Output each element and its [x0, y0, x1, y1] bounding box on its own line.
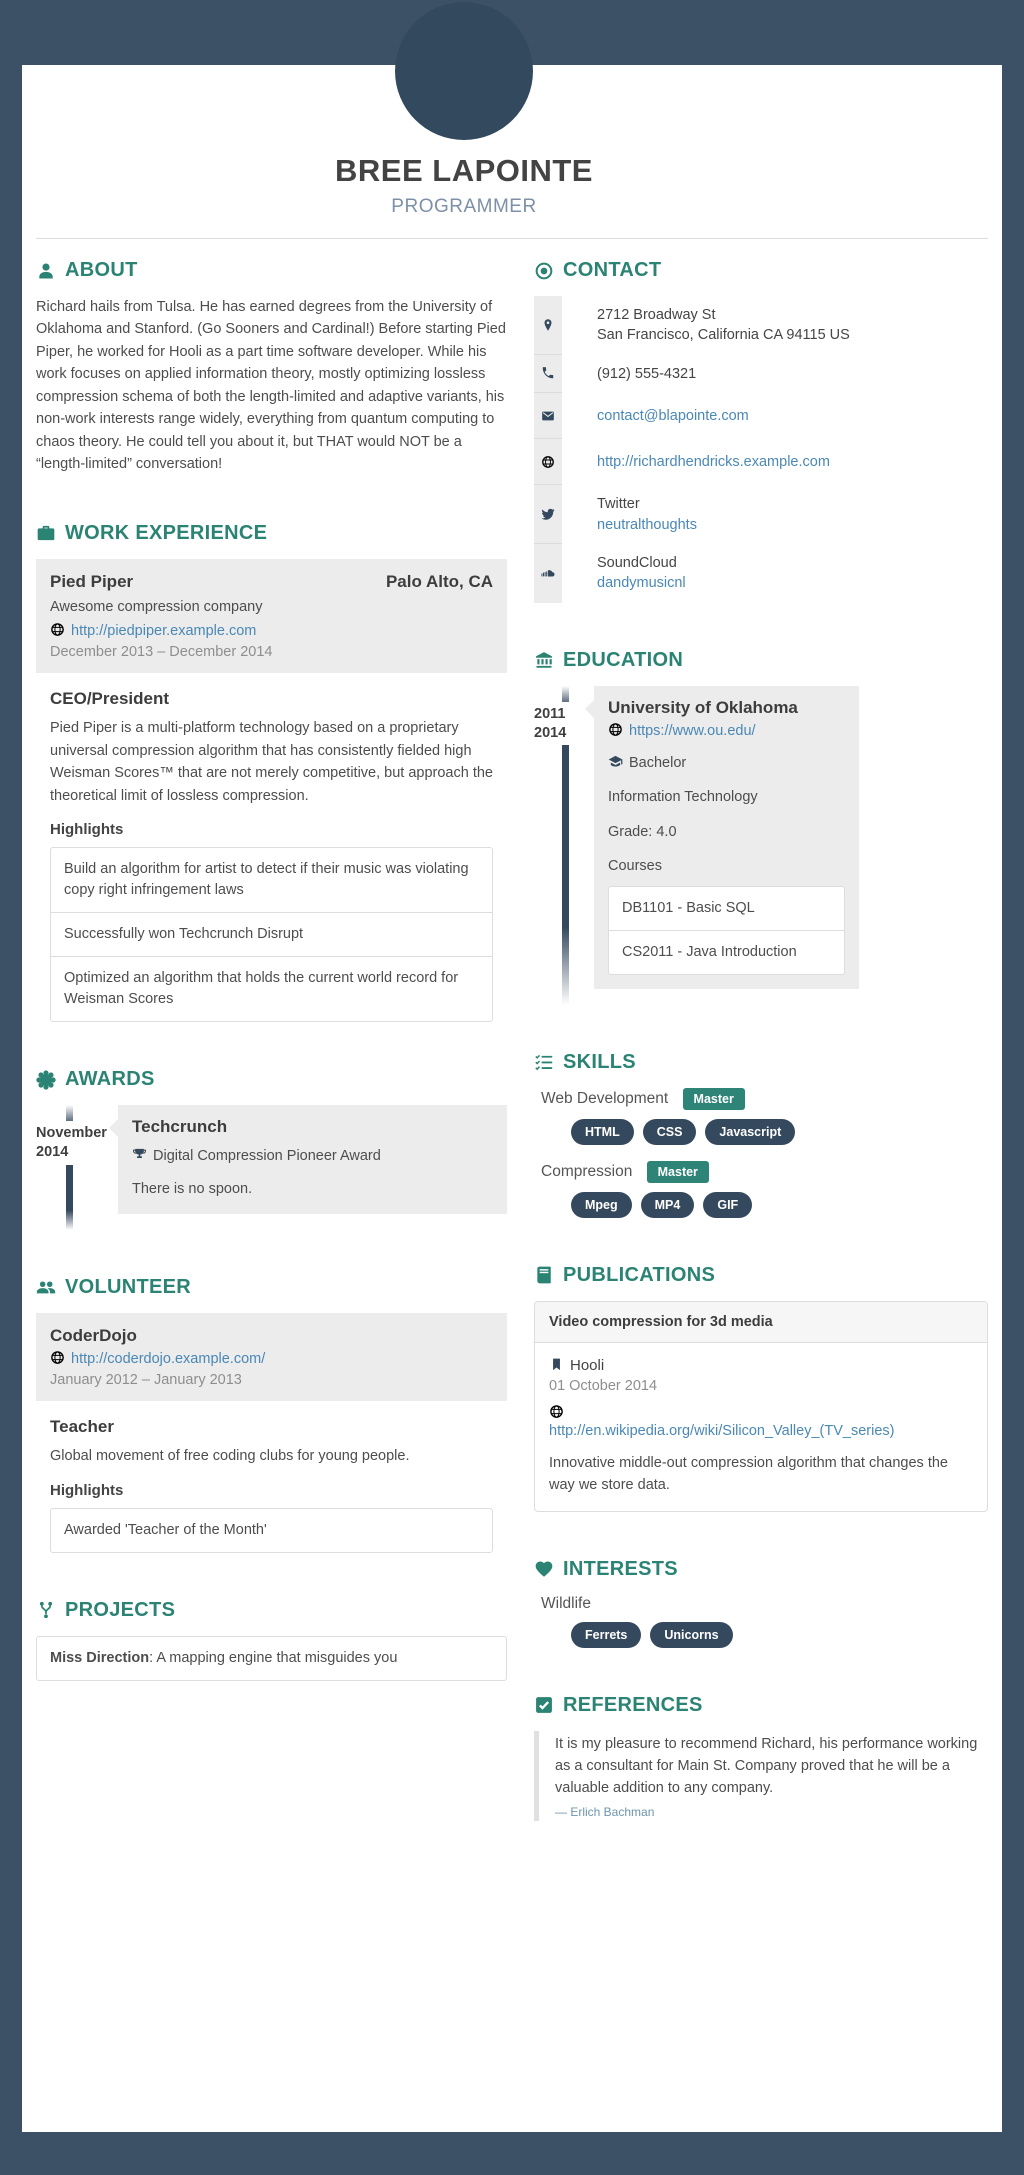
volunteer-position-block [36, 1401, 507, 1552]
education-dates: 2011 2014 [534, 705, 567, 741]
volunteer-org: CoderDojo [50, 1326, 137, 1346]
awards-heading [36, 1068, 507, 1091]
references-heading [534, 1694, 988, 1717]
header [36, 65, 892, 218]
keyword-badge: GIF [703, 1192, 752, 1218]
contact-row-phone [534, 355, 988, 393]
work-heading [36, 522, 507, 545]
envelope-icon [541, 409, 555, 423]
bookmark-icon [549, 1357, 564, 1372]
book-icon [534, 1265, 554, 1285]
timeline-bar [562, 745, 569, 1004]
role-subtitle: PROGRAMMER [391, 196, 537, 217]
skill-group [534, 1088, 988, 1110]
website-link[interactable]: http://richardhendricks.example.com [597, 454, 830, 471]
interest-keywords [571, 1622, 988, 1648]
page-title: BREE LAPOINTE [335, 153, 593, 188]
code-fork-icon [36, 1600, 56, 1620]
contact-row-twitter [534, 485, 988, 544]
institution-website-row [608, 722, 845, 740]
timeline-bar [66, 1165, 73, 1230]
work-position-block [36, 673, 507, 1022]
interest-name: Wildlife [541, 1594, 591, 1612]
about-title: ABOUT [65, 259, 138, 281]
position-title: CEO/President [50, 689, 170, 709]
interests-heading [534, 1558, 988, 1581]
publisher-name: Hooli [570, 1356, 605, 1374]
resume-page [22, 65, 1002, 2132]
about-heading [36, 259, 507, 282]
list-item: CS2011 - Java Introduction [622, 943, 797, 960]
volunteer-org-card [36, 1313, 507, 1401]
section-volunteer [36, 1276, 507, 1552]
list-item: DB1101 - Basic SQL [609, 887, 844, 931]
company-website-link[interactable]: http://piedpiper.example.com [71, 623, 257, 640]
twitter-link[interactable]: neutralthoughts [597, 516, 697, 533]
reference-attribution: — Erlich Bachman [555, 1804, 655, 1819]
project-item [37, 1637, 506, 1680]
check-square-icon [534, 1695, 554, 1715]
trophy-icon [132, 1147, 147, 1162]
project-name: Miss Direction [50, 1649, 150, 1666]
publication-summary: Innovative middle-out compression algorithm that changes the way we store data. [549, 1454, 948, 1494]
award-title: Digital Compression Pioneer Award [153, 1148, 381, 1165]
section-projects [36, 1599, 507, 1681]
section-skills [534, 1051, 988, 1218]
certificate-icon [36, 1070, 56, 1090]
skill-keywords [571, 1119, 988, 1145]
courses-list [608, 886, 845, 975]
awards-timeline-rail [36, 1105, 118, 1230]
skill-level-badge: Master [647, 1161, 709, 1183]
keyword-badge: Mpeg [571, 1192, 632, 1218]
work-title: WORK EXPERIENCE [65, 521, 268, 544]
keyword-badge: Javascript [705, 1119, 795, 1145]
soundcloud-label: SoundCloud [597, 555, 677, 572]
keyword-badge: HTML [571, 1119, 634, 1145]
degree-row [608, 752, 845, 774]
project-description: : A mapping engine that misguides you [149, 1649, 398, 1666]
awards-timeline [36, 1105, 507, 1230]
contact-row-email [534, 393, 988, 439]
skills-title: SKILLS [563, 1050, 636, 1073]
education-timeline-rail [534, 686, 594, 1005]
award-date: November 2014 [36, 1125, 107, 1161]
award-summary: There is no spoon. [132, 1180, 253, 1197]
position-summary: Pied Piper is a multi-platform technology based on a proprietary universal compression algorithm that has consistently fielded high Weisman Scores™ that are not merely competitive, but approach the theoretical limit of lossless compression. [50, 720, 494, 804]
contact-address: 2712 Broadway St San Francisco, California CA 94115 US [597, 307, 850, 344]
user-icon [36, 261, 56, 281]
soundcloud-icon [541, 566, 555, 580]
heart-icon [534, 1559, 554, 1579]
avatar [395, 2, 533, 140]
keyword-badge: Unicorns [650, 1622, 732, 1648]
volunteer-dates: January 2012 – January 2013 [50, 1372, 242, 1389]
list-item: Build an algorithm for artist to detect if their music was violating copy right infringement laws [51, 848, 492, 913]
company-name: Pied Piper [50, 571, 134, 591]
projects-list [36, 1636, 507, 1681]
email-link[interactable]: contact@blapointe.com [597, 407, 749, 424]
courses-label: Courses [608, 858, 662, 875]
section-interests [534, 1558, 988, 1648]
keyword-badge: Ferrets [571, 1622, 641, 1648]
education-title: EDUCATION [563, 648, 684, 671]
keyword-badge: CSS [643, 1119, 697, 1145]
contact-row-website [534, 439, 988, 485]
section-publications [534, 1264, 988, 1512]
award-title-row [132, 1145, 493, 1167]
columns [36, 239, 988, 1867]
publisher-row [549, 1357, 973, 1374]
volunteer-website-link[interactable]: http://coderdojo.example.com/ [71, 1351, 266, 1368]
work-company-card [36, 559, 507, 673]
projects-title: PROJECTS [65, 1598, 176, 1621]
list-item: Optimized an algorithm that holds the current world record for Weisman Scores [64, 970, 459, 1008]
globe-icon [50, 1350, 65, 1365]
publication-name: Video compression for 3d media [535, 1302, 987, 1343]
skill-name: Compression [541, 1162, 633, 1180]
briefcase-icon [36, 523, 56, 543]
projects-heading [36, 1599, 507, 1622]
graduation-cap-icon [608, 754, 623, 769]
company-website-row [50, 622, 493, 640]
volunteer-highlights-list [50, 1508, 493, 1553]
contact-title: CONTACT [563, 259, 662, 281]
section-education [534, 649, 988, 1005]
volunteer-position: Teacher [50, 1417, 114, 1437]
skill-group [534, 1161, 988, 1183]
globe-icon [549, 1404, 564, 1419]
volunteer-highlights-label: Highlights [50, 1481, 124, 1499]
globe-icon [608, 722, 623, 737]
company-tagline: Awesome compression company [50, 598, 263, 615]
company-dates: December 2013 – December 2014 [50, 644, 273, 661]
contact-heading [534, 259, 988, 282]
about-text: Richard hails from Tulsa. He has earned degrees from the University of Oklahoma and Stanford. (Go Sooners and Cardinal!) Before starting Pied Piper, he worked for Hooli as a part time software developer. While his work focuses on applied information theory, mostly optimizing lossless compression schema of both the length-limited and adaptive variants, his non-work interests range widely, everything from quantum computing to chaos theory. He could tell you about it, but THAT would NOT be a “length-limited” conversation! [36, 299, 506, 473]
contact-row-soundcloud [534, 544, 988, 603]
volunteer-website-row [50, 1350, 493, 1368]
section-work [36, 522, 507, 1022]
publication-card [534, 1301, 988, 1512]
twitter-label: Twitter [597, 496, 640, 513]
skill-name: Web Development [541, 1089, 669, 1107]
award-card [118, 1105, 507, 1214]
reference-quote [534, 1731, 988, 1821]
users-icon [36, 1278, 56, 1298]
timeline-bar [66, 1105, 73, 1121]
phone-icon [541, 366, 555, 380]
left-column [36, 259, 507, 1867]
list-item: Successfully won Techcrunch Disrupt [51, 913, 492, 957]
publication-date: 01 October 2014 [549, 1377, 658, 1394]
publications-heading [534, 1264, 988, 1287]
tasks-icon [534, 1052, 554, 1072]
globe-icon [50, 622, 65, 637]
contact-rows [534, 296, 988, 603]
skill-keywords [571, 1192, 988, 1218]
skills-heading [534, 1051, 988, 1074]
skill-level-badge: Master [683, 1088, 745, 1110]
map-marker-icon [541, 318, 555, 332]
section-about [36, 259, 507, 476]
section-contact [534, 259, 988, 603]
right-column [534, 259, 988, 1867]
twitter-icon [541, 507, 555, 521]
section-references [534, 1694, 988, 1821]
section-awards [36, 1068, 507, 1230]
globe-icon [541, 455, 555, 469]
references-title: REFERENCES [563, 1693, 703, 1716]
keyword-badge: MP4 [641, 1192, 695, 1218]
education-timeline [534, 686, 988, 1005]
education-card [594, 686, 859, 989]
work-highlights-list [50, 847, 493, 1022]
publications-title: PUBLICATIONS [563, 1263, 716, 1286]
bullseye-icon [534, 261, 554, 281]
grade: Grade: 4.0 [608, 823, 677, 840]
degree-type: Bachelor [629, 754, 687, 771]
institution-name: University of Oklahoma [608, 697, 798, 717]
contact-row-address [534, 296, 988, 355]
timeline-bar [562, 686, 569, 702]
volunteer-summary: Global movement of free coding clubs for young people. [50, 1448, 410, 1465]
contact-phone: (912) 555-4321 [597, 365, 697, 382]
education-heading [534, 649, 988, 672]
awards-title: AWARDS [65, 1068, 155, 1091]
institution-website-link[interactable]: https://www.ou.edu/ [629, 722, 756, 739]
soundcloud-link[interactable]: dandymusicnl [597, 575, 686, 592]
volunteer-heading [36, 1276, 507, 1299]
university-icon [534, 650, 554, 670]
interests-title: INTERESTS [563, 1557, 678, 1580]
award-awarder: Techcrunch [132, 1117, 228, 1137]
publication-website-link[interactable]: http://en.wikipedia.org/wiki/Silicon_Valley_(TV_series) [549, 1422, 895, 1439]
reference-text: It is my pleasure to recommend Richard, his performance working as a consultant for Main St. Company proved that he will be a valuable addition to any company. [555, 1735, 978, 1797]
company-location: Palo Alto, CA [385, 571, 493, 591]
work-highlights-label: Highlights [50, 821, 124, 839]
volunteer-title: VOLUNTEER [65, 1276, 192, 1299]
study-area: Information Technology [608, 789, 758, 806]
list-item: Awarded 'Teacher of the Month' [64, 1521, 267, 1538]
